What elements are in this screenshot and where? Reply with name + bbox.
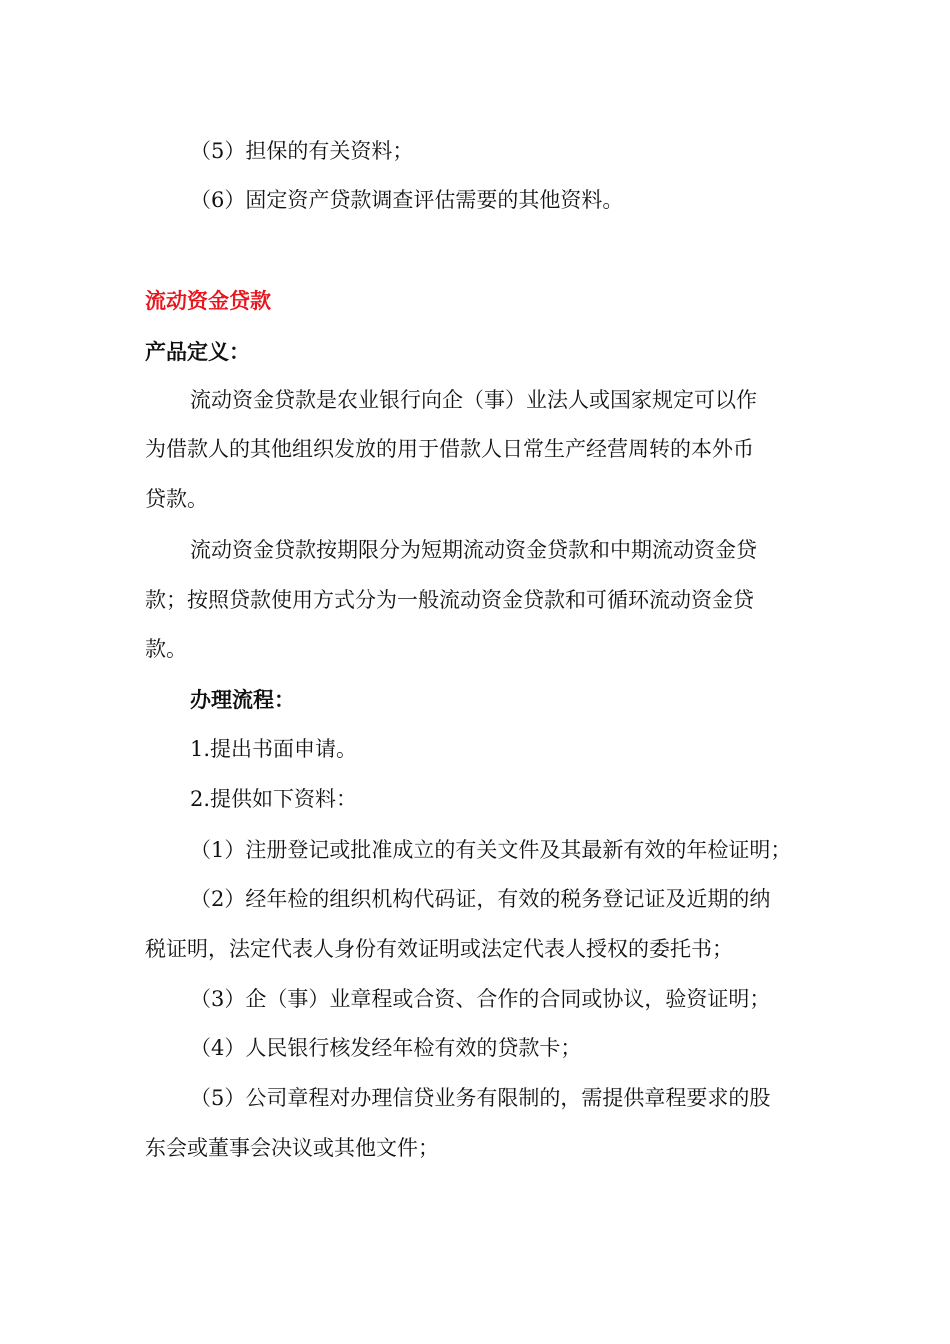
material-5-line-1: （5）公司章程对办理信贷业务有限制的，需提供章程要求的股 — [190, 1086, 771, 1110]
material-1: （1）注册登记或批准成立的有关文件及其最新有效的年检证明； — [190, 838, 792, 862]
material-3: （3）企（事）业章程或合资、合作的合同或协议，验资证明； — [190, 987, 771, 1011]
step-1: 1.提出书面申请。 — [190, 737, 358, 761]
definition-paragraph-1-line-1: 流动资金贷款是农业银行向企（事）业法人或国家规定可以作 — [190, 388, 757, 412]
definition-paragraph-2-line-2: 款；按照贷款使用方式分为一般流动资金贷款和可循环流动资金贷 — [145, 588, 754, 612]
definition-paragraph-2-line-1: 流动资金贷款按期限分为短期流动资金贷款和中期流动资金贷 — [190, 538, 757, 562]
process-heading: 办理流程： — [190, 688, 295, 712]
step-2: 2.提供如下资料： — [190, 787, 358, 811]
definition-paragraph-2-line-3: 款。 — [145, 637, 187, 661]
intro-item-6: （6）固定资产贷款调查评估需要的其他资料。 — [190, 188, 624, 212]
material-2-line-1: （2）经年检的组织机构代码证，有效的税务登记证及近期的纳 — [190, 887, 771, 911]
definition-paragraph-1-line-3: 贷款。 — [145, 487, 208, 511]
material-4: （4）人民银行核发经年检有效的贷款卡； — [190, 1036, 582, 1060]
definition-heading: 产品定义： — [145, 340, 250, 364]
intro-item-5: （5）担保的有关资料； — [190, 139, 414, 163]
material-5-line-2: 东会或董事会决议或其他文件； — [145, 1136, 439, 1160]
section-title: 流动资金贷款 — [145, 289, 271, 313]
definition-paragraph-1-line-2: 为借款人的其他组织发放的用于借款人日常生产经营周转的本外币 — [145, 437, 754, 461]
material-2-line-2: 税证明，法定代表人身份有效证明或法定代表人授权的委托书； — [145, 937, 733, 961]
